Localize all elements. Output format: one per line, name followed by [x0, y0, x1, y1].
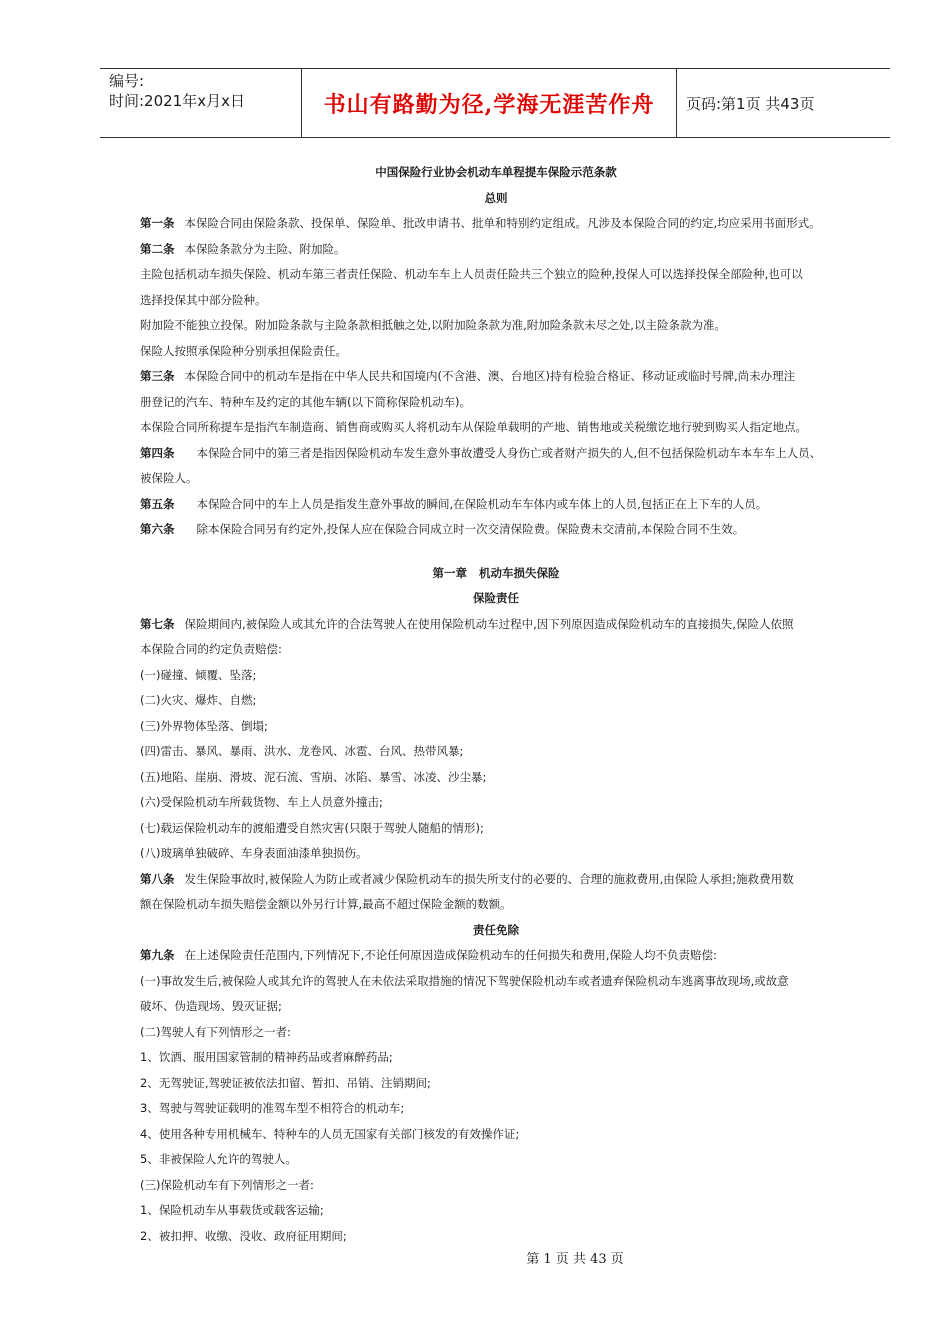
list-item: (六)受保险机动车所载货物、车上人员意外撞击;: [140, 795, 383, 809]
document-title: 中国保险行业协会机动车单程提车保险示范条款: [375, 165, 617, 179]
article-text: 本保险合同中的车上人员是指发生意外事故的瞬间,在保险机动车车体内或车体上的人员,包括正在上下车的人员。: [196, 496, 768, 511]
article-text: 本保险条款分为主险、附加险。: [184, 241, 346, 256]
article-text: 除本保险合同另有约定外,投保人应在保险合同成立时一次交清保险费。保险费未交清前,本保险合同不生效。: [196, 522, 745, 536]
list-item: (二)驾驶人有下列情形之一者:: [140, 1024, 291, 1039]
paragraph: 册登记的汽车、特种车及约定的其他车辆(以下简称保险机动车)。: [140, 394, 471, 409]
article-6: [140, 517, 852, 543]
list-item: (三)保险机动车有下列情形之一者:: [140, 1177, 314, 1192]
article-label: 第二条: [140, 241, 175, 256]
list-item: (五)地陷、崖崩、滑坡、泥石流、雪崩、冰陷、暴雪、冰凌、沙尘暴;: [140, 769, 487, 784]
section-liability: 保险责任: [473, 591, 519, 605]
list-item: (七)载运保险机动车的渡船遭受自然灾害(只限于驾驶人随船的情形);: [140, 820, 484, 835]
article-text: 本保险合同由保险条款、投保单、保险单、批改申请书、批单和特别约定组成。凡涉及本保险合同的约定,均应采用书面形式。: [184, 216, 821, 230]
sub-item: 2、无驾驶证,驾驶证被依法扣留、暂扣、吊销、注销期间;: [140, 1075, 431, 1090]
article-label: 第九条: [140, 948, 175, 962]
paragraph: 附加险不能独立投保。附加险条款与主险条款相抵触之处,以附加险条款为准,附加险条款未尽之处,以主险条款为准。: [140, 318, 726, 332]
article-text: 发生保险事故时,被保险人为防止或者减少保险机动车的损失所支付的必要的、合理的施救费用,由保险人承担;施救费用数: [184, 871, 794, 886]
chapter-title: 第一章 机动车损失保险: [432, 565, 560, 580]
list-item: (二)火灾、爆炸、自燃;: [140, 693, 257, 707]
paragraph: 保险人按照承保险种分别承担保险责任。: [140, 343, 347, 358]
sub-item: 3、驾驶与驾驶证载明的准驾车型不相符合的机动车;: [140, 1101, 405, 1115]
article-4: [140, 441, 852, 467]
article-3: [140, 364, 852, 390]
paragraph: 选择投保其中部分险种。: [140, 292, 267, 307]
motto-text: 书山有路勤为径,学海无涯苦作舟: [323, 91, 655, 118]
page-header: [100, 68, 890, 138]
spacer: [140, 543, 852, 561]
article-label: 第五条: [140, 496, 175, 511]
paragraph: 主险包括机动车损失保险、机动车第三者责任保险、机动车车上人员责任险共三个独立的险种,投保人可以选择投保全部险种,也可以: [140, 267, 803, 281]
article-label: 第七条: [140, 616, 175, 631]
article-label: 第四条: [140, 445, 175, 460]
article-1: [140, 211, 852, 237]
article-2: [140, 237, 852, 263]
article-label: 第六条: [140, 522, 175, 536]
paragraph: 破坏、伪造现场、毁灭证据;: [140, 999, 282, 1013]
article-label: 第八条: [140, 871, 175, 886]
section-exemption: 责任免除: [473, 922, 519, 937]
page-footer: [0, 1248, 950, 1267]
list-item: (三)外界物体坠落、倒塌;: [140, 718, 268, 733]
document-body: [140, 160, 852, 1249]
number-label: 编号:: [109, 72, 145, 90]
header-motto: [302, 69, 677, 137]
section-general: 总则: [484, 190, 508, 205]
article-9: [140, 943, 852, 969]
sub-item: 5、非被保险人允许的驾驶人。: [140, 1152, 297, 1166]
article-7: [140, 612, 852, 638]
article-5: [140, 492, 852, 518]
list-item: (四)雷击、暴风、暴雨、洪水、龙卷风、冰雹、台风、热带风暴;: [140, 744, 464, 758]
sub-item: 1、保险机动车从事载货或载客运输;: [140, 1203, 324, 1217]
footer-page-number: 第 1 页 共 43 页: [526, 1252, 624, 1267]
article-text: 本保险合同中的第三者是指因保险机动车发生意外事故遭受人身伤亡或者财产损失的人,但不包括保险机动车本车车上人员、: [196, 445, 822, 460]
article-text: 本保险合同中的机动车是指在中华人民共和国境内(不含港、澳、台地区)持有检验合格证、移动证或临时号牌,尚未办理注: [184, 369, 796, 383]
paragraph: 本保险合同所称提车是指汽车制造商、销售商或购买人将机动车从保险单载明的产地、销售地或关税缴讫地行驶到购买人指定地点。: [140, 420, 807, 434]
list-item: (一)碰撞、倾覆、坠落;: [140, 667, 257, 682]
sub-item: 1、饮酒、服用国家管制的精神药品或者麻醉药品;: [140, 1050, 393, 1064]
list-item: (一)事故发生后,被保险人或其允许的驾驶人在未依法采取措施的情况下驾驶保险机动车或者遗弃保险机动车逃离事故现场,或故意: [140, 973, 789, 988]
header-meta: [100, 69, 302, 137]
page-info: 页码:第1页 共43页: [686, 94, 815, 113]
time-label: 时间:2021年x月x日: [109, 92, 245, 110]
paragraph: 本保险合同的约定负责赔偿:: [140, 642, 282, 656]
article-text: 在上述保险责任范围内,下列情况下,不论任何原因造成保险机动车的任何损失和费用,保险人均不负责赔偿:: [184, 948, 717, 962]
sub-item: 2、被扣押、收缴、没收、政府征用期间;: [140, 1228, 347, 1243]
article-8: [140, 867, 852, 893]
article-label: 第三条: [140, 369, 175, 383]
sub-item: 4、使用各种专用机械车、特种车的人员无国家有关部门核发的有效操作证;: [140, 1126, 520, 1141]
paragraph: 被保险人。: [140, 471, 198, 485]
list-item: (八)玻璃单独破碎、车身表面油漆单独损伤。: [140, 846, 368, 860]
article-label: 第一条: [140, 216, 175, 230]
paragraph: 额在保险机动车损失赔偿金额以外另行计算,最高不超过保险金额的数额。: [140, 897, 512, 911]
article-text: 保险期间内,被保险人或其允许的合法驾驶人在使用保险机动车过程中,因下列原因造成保险机动车的直接损失,保险人依照: [184, 616, 794, 631]
